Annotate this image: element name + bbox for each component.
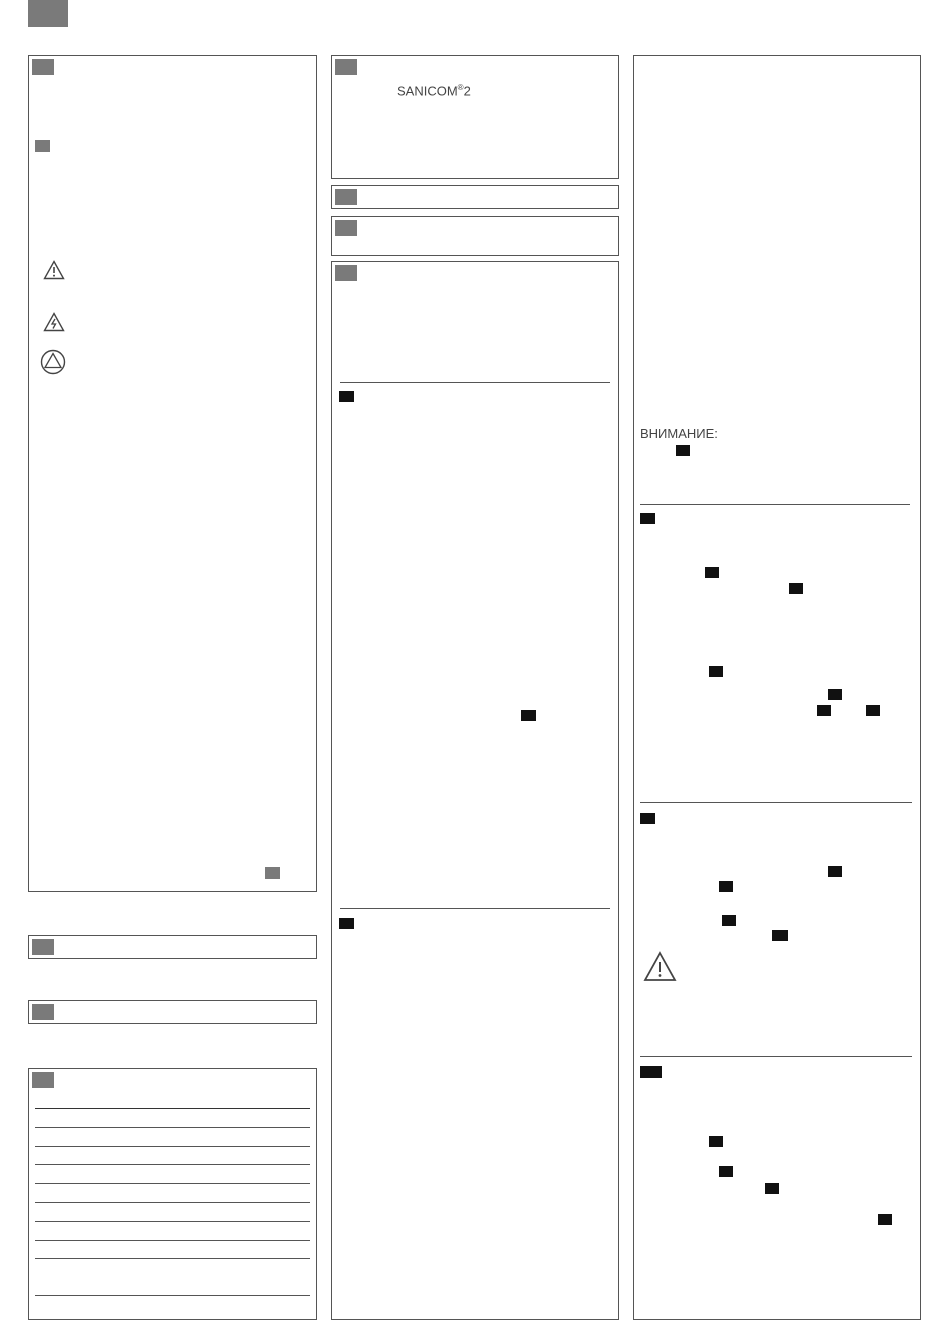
section-left-bar-1 <box>28 935 317 959</box>
page-marker <box>28 0 68 27</box>
warning-label: ВНИМАНИЕ: <box>640 426 718 441</box>
divider <box>340 908 610 909</box>
table-row <box>35 1127 310 1128</box>
figure-ref-marker <box>676 445 690 456</box>
figure-ref-marker <box>765 1183 779 1194</box>
warning-triangle-icon <box>43 260 65 280</box>
section-marker <box>32 1072 54 1088</box>
inline-marker <box>35 140 50 152</box>
section-marker <box>32 1004 54 1020</box>
section-left-bar-2 <box>28 1000 317 1024</box>
figure-ref-marker <box>828 866 842 877</box>
figure-ref-marker <box>772 930 788 941</box>
figure-ref-marker <box>640 513 655 524</box>
figure-ref-marker <box>339 918 354 929</box>
product-name <box>397 83 471 98</box>
figure-ref-marker <box>339 391 354 402</box>
table-row <box>35 1183 310 1184</box>
table-row <box>35 1221 310 1222</box>
section-marker <box>32 59 54 75</box>
table-row <box>35 1240 310 1241</box>
section-left-table <box>28 1068 317 1320</box>
divider <box>640 504 910 505</box>
product-model: 2 <box>463 83 471 99</box>
section-marker <box>335 189 357 205</box>
figure-ref-marker <box>866 705 880 716</box>
section-product <box>331 55 619 179</box>
divider <box>640 1056 912 1057</box>
table-row <box>35 1258 310 1259</box>
figure-ref-marker <box>640 813 655 824</box>
figure-ref-marker <box>709 1136 723 1147</box>
figure-ref-marker <box>640 1066 662 1078</box>
section-mid-bar-1 <box>331 185 619 209</box>
table-row <box>35 1146 310 1147</box>
figure-ref-marker <box>521 710 536 721</box>
figure-ref-marker <box>817 705 831 716</box>
section-marker <box>32 939 54 955</box>
electric-hazard-icon <box>43 312 65 332</box>
table-row <box>35 1164 310 1165</box>
table-row <box>35 1202 310 1203</box>
section-marker <box>335 265 357 281</box>
warning-triangle-icon <box>643 951 677 982</box>
section-marker <box>335 59 357 75</box>
section-right-main <box>633 55 921 1320</box>
product-name-text: SANICOM <box>397 83 458 99</box>
table-row <box>35 1295 310 1296</box>
section-marker <box>335 220 357 236</box>
triangle-in-circle-icon <box>40 349 66 375</box>
section-left-main <box>28 55 317 892</box>
divider <box>640 802 912 803</box>
figure-ref-marker <box>705 567 719 578</box>
table-row <box>35 1108 310 1109</box>
divider <box>340 382 610 383</box>
section-mid-bar-2 <box>331 216 619 256</box>
figure-ref-marker <box>878 1214 892 1225</box>
figure-ref-marker <box>719 881 733 892</box>
figure-ref-marker <box>709 666 723 677</box>
registered-mark: ® <box>457 83 464 92</box>
inline-marker <box>265 867 280 879</box>
figure-ref-marker <box>828 689 842 700</box>
figure-ref-marker <box>719 1166 733 1177</box>
figure-ref-marker <box>789 583 803 594</box>
section-mid-main <box>331 261 619 1320</box>
figure-ref-marker <box>722 915 736 926</box>
